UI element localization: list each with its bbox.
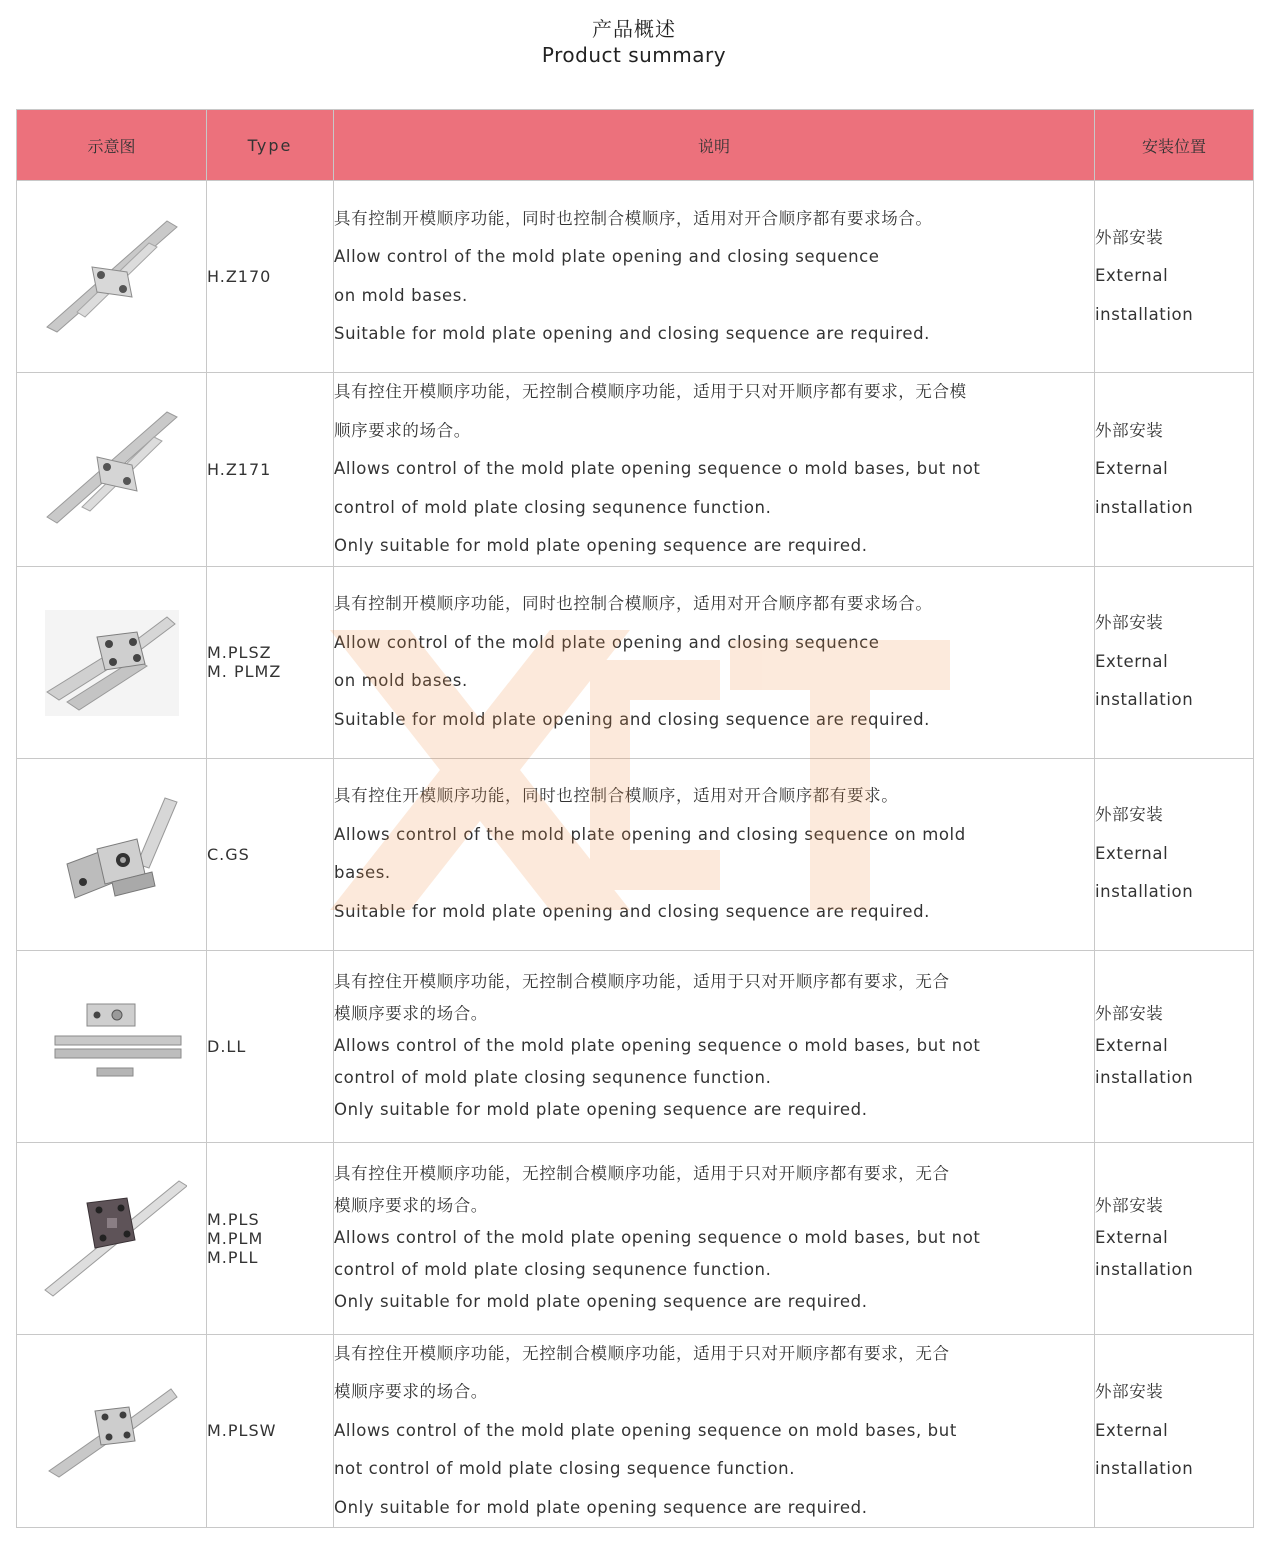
dark-block-locker-image (37, 1178, 187, 1298)
description-line: control of mold plate closing sequnence function. (334, 1068, 772, 1087)
description-line: 模顺序要求的场合。 (334, 1004, 488, 1023)
description-cell (334, 566, 1095, 758)
table-row (17, 373, 1254, 567)
description-line: 顺序要求的场合。 (334, 420, 471, 440)
install-position-cell (1095, 950, 1254, 1142)
install-label-cn: 外部安装 (1095, 613, 1164, 633)
type-cell (207, 181, 334, 373)
description-cell (334, 1334, 1095, 1528)
description-line: Allows control of the mold plate opening and closing sequence on mold (334, 824, 966, 844)
install-label-en: External (1095, 651, 1169, 671)
description-line: 具有控住开模顺序功能，无控制合模顺序功能，适用于只对开顺序都有要求，无合模 (334, 382, 967, 401)
diagram-cell (17, 181, 207, 373)
description-line: Suitable for mold plate opening and closing sequence are required. (334, 324, 930, 343)
slide-locker-image (37, 217, 187, 337)
table-row (17, 1142, 1254, 1334)
page-title-cn: 产品概述 (592, 17, 676, 41)
table-row (17, 1334, 1254, 1528)
install-position-cell (1095, 566, 1254, 758)
type-cell (207, 1334, 334, 1528)
description-line: 具有控住开模顺序功能，无控制合模顺序功能，适用于只对开顺序都有要求，无合 (334, 1164, 950, 1183)
description-line: Only suitable for mold plate opening sequence are required. (334, 1100, 868, 1119)
install-label-cn: 外部安装 (1095, 1382, 1164, 1401)
install-label-en: installation (1095, 304, 1194, 324)
description-line: control of mold plate closing sequnence function. (334, 497, 772, 517)
type-code: C.GS (207, 844, 250, 864)
install-label-cn: 外部安装 (1095, 805, 1164, 825)
description-line: Allows control of the mold plate opening sequence on mold bases, but (334, 1420, 957, 1440)
install-label-en: installation (1095, 1459, 1194, 1478)
description-line: Allows control of the mold plate opening sequence o mold bases, but not (334, 459, 981, 478)
description-line: 模顺序要求的场合。 (334, 1382, 488, 1401)
page-title-en: Product summary (541, 43, 727, 67)
description-line: 模顺序要求的场合。 (334, 1196, 488, 1215)
type-cell (207, 950, 334, 1142)
install-label-en: installation (1095, 1260, 1194, 1279)
description-line: bases. (334, 863, 391, 882)
diagram-cell (17, 566, 207, 758)
description-cell (334, 758, 1095, 950)
product-summary-table (16, 109, 1254, 1528)
description-line: on mold bases. (334, 285, 468, 305)
block-locker-image (37, 602, 187, 722)
type-cell (207, 566, 334, 758)
diagram-cell (17, 1142, 207, 1334)
description-line: not control of mold plate closing sequence function. (334, 1459, 796, 1478)
description-cell (334, 1142, 1095, 1334)
type-code: M.PLS (207, 1209, 260, 1229)
install-label-en: installation (1095, 1068, 1194, 1087)
diagram-cell (17, 1334, 207, 1528)
table-row (17, 950, 1254, 1142)
description-line: Suitable for mold plate opening and closing sequence are required. (334, 709, 930, 729)
table-header-row (17, 110, 1254, 181)
install-label-en: installation (1095, 882, 1194, 902)
install-position-cell (1095, 758, 1254, 950)
description-cell (334, 181, 1095, 373)
slide-locker-image (37, 409, 187, 529)
description-line: on mold bases. (334, 671, 468, 690)
type-code: H.Z170 (207, 267, 272, 286)
column-header-type: Type (207, 110, 334, 181)
type-code: D.LL (207, 1036, 247, 1056)
column-header-install-position: 安装位置 (1095, 110, 1254, 181)
column-header-diagram: 示意图 (17, 110, 207, 181)
description-line: Allows control of the mold plate opening sequence o mold bases, but not (334, 1036, 981, 1055)
type-code: M.PLL (207, 1247, 259, 1267)
install-label-en: External (1095, 1036, 1169, 1055)
description-line: 具有控住开模顺序功能，无控制合模顺序功能，适用于只对开顺序都有要求，无合 (334, 1343, 950, 1363)
diagram-cell (17, 758, 207, 950)
install-position-cell (1095, 1142, 1254, 1334)
install-position-cell (1095, 1334, 1254, 1528)
column-header-description: 说明 (334, 110, 1095, 181)
description-line: Only suitable for mold plate opening sequence are required. (334, 1497, 868, 1517)
type-code: M. PLMZ (207, 662, 282, 681)
install-label-en: installation (1095, 497, 1194, 517)
block-locker-image (37, 1371, 187, 1491)
install-label-cn: 外部安装 (1095, 1196, 1164, 1215)
install-label-en: installation (1095, 690, 1194, 710)
install-label-en: External (1095, 266, 1169, 286)
description-line: Allows control of the mold plate opening sequence o mold bases, but not (334, 1228, 981, 1247)
table-row (17, 758, 1254, 950)
type-cell (207, 373, 334, 567)
description-line: 具有控制开模顺序功能，同时也控制合模顺序，适用对开合顺序都有要求场合。 (334, 208, 933, 228)
diagram-cell (17, 373, 207, 567)
table-row (17, 566, 1254, 758)
diagram-cell (17, 950, 207, 1142)
install-label-en: External (1095, 1228, 1169, 1247)
page-header (0, 16, 1268, 68)
install-label-cn: 外部安装 (1095, 420, 1164, 440)
install-label-en: External (1095, 843, 1169, 863)
description-cell (334, 950, 1095, 1142)
description-line: Suitable for mold plate opening and closing sequence are required. (334, 901, 930, 921)
description-line: Allow control of the mold plate opening and closing sequence (334, 632, 880, 652)
latch-locker-image (37, 794, 187, 914)
install-position-cell (1095, 181, 1254, 373)
install-position-cell (1095, 373, 1254, 567)
description-line: Only suitable for mold plate opening sequence are required. (334, 536, 868, 555)
type-code: H.Z171 (207, 459, 272, 479)
table-row (17, 181, 1254, 373)
type-cell (207, 758, 334, 950)
install-label-en: External (1095, 1420, 1169, 1440)
install-label-cn: 外部安装 (1095, 1004, 1164, 1023)
description-cell (334, 373, 1095, 567)
type-code: M.PLM (207, 1228, 264, 1248)
description-line: control of mold plate closing sequnence function. (334, 1260, 772, 1279)
description-line: Only suitable for mold plate opening sequence are required. (334, 1292, 868, 1311)
install-label-cn: 外部安装 (1095, 227, 1164, 247)
description-line: Allow control of the mold plate opening and closing sequence (334, 247, 880, 266)
type-code: M.PLSZ (207, 643, 272, 662)
type-cell (207, 1142, 334, 1334)
type-code: M.PLSW (207, 1421, 277, 1441)
install-label-en: External (1095, 459, 1169, 478)
description-line: 具有控制开模顺序功能，同时也控制合模顺序，适用对开合顺序都有要求场合。 (334, 594, 933, 613)
description-line: 具有控住开模顺序功能，同时也控制合模顺序，适用对开合顺序都有要求。 (334, 786, 899, 805)
flat-locker-image (37, 986, 187, 1106)
description-line: 具有控住开模顺序功能，无控制合模顺序功能，适用于只对开顺序都有要求，无合 (334, 972, 950, 991)
